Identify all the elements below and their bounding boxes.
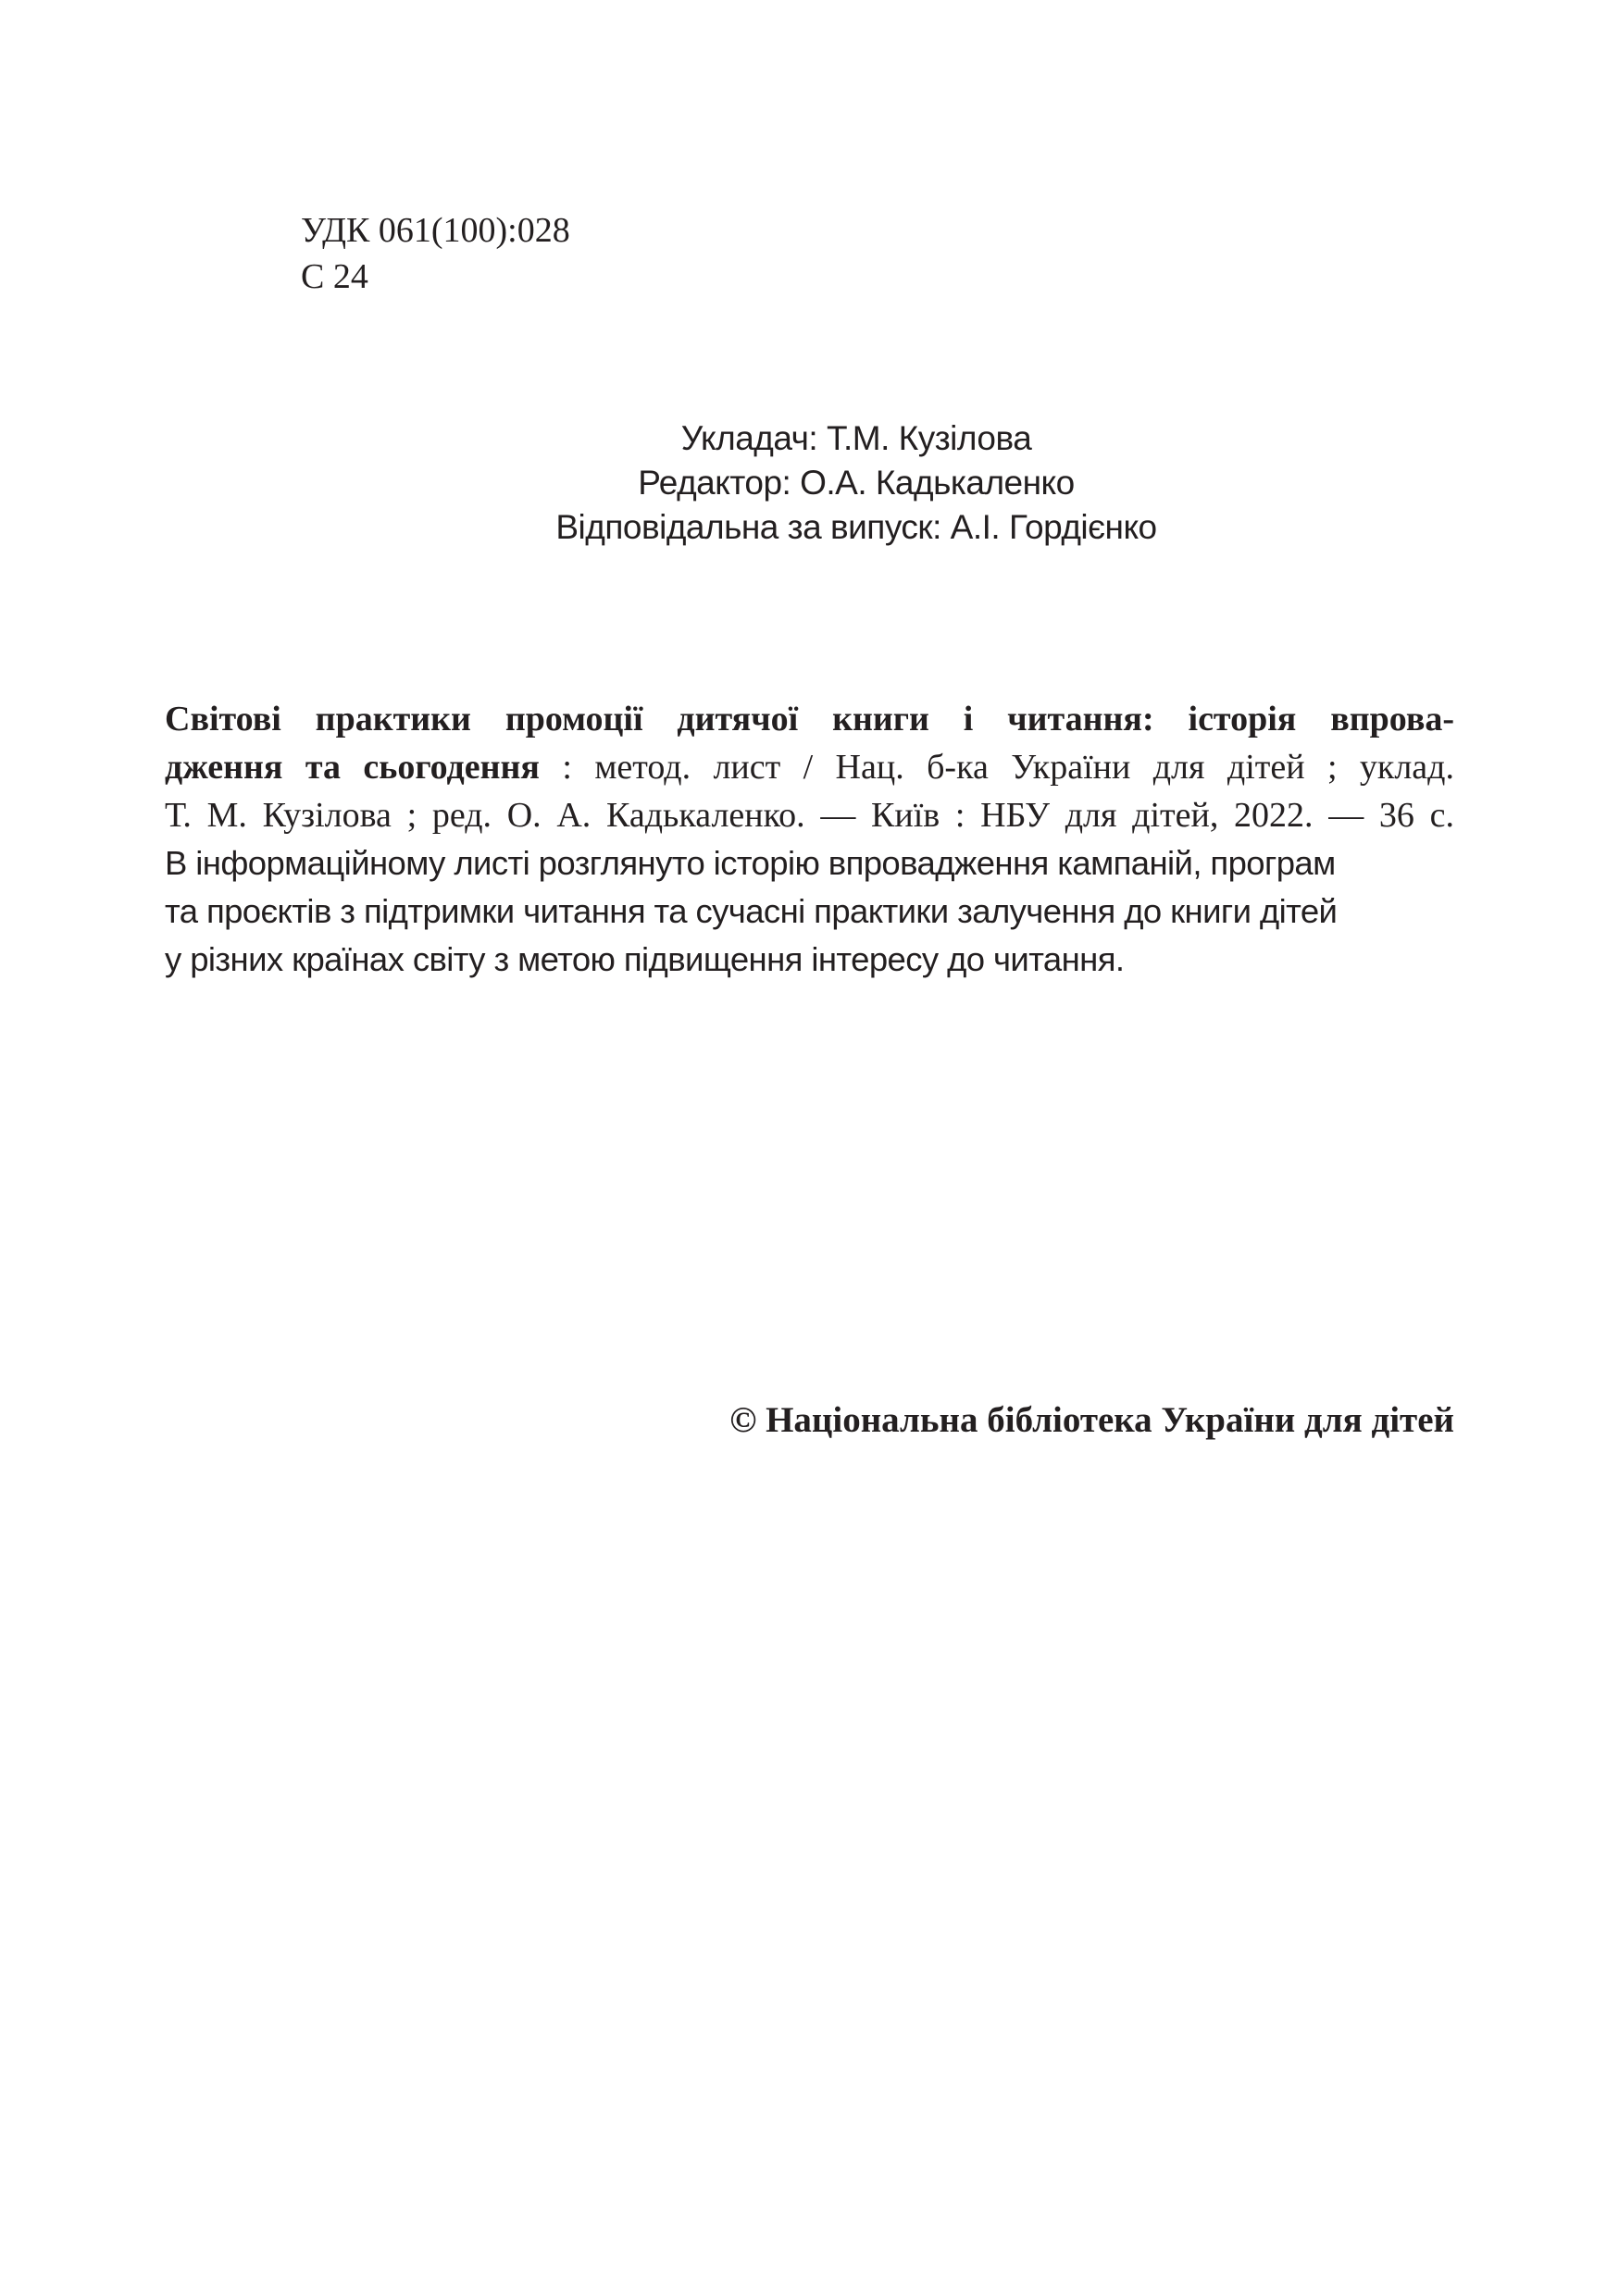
author-mark: С 24 [301,257,368,296]
responsible-credit: Відповідальна за випуск: А.І. Гордієнко [555,508,1157,546]
copyright-notice: © Національна бібліотека України для дітей [729,1400,1454,1440]
credits-block [518,416,1194,550]
editor-credit: Редактор: О.А. Кадькаленко [638,464,1075,502]
bib-title-line-1: Світові практики промоції дитячої книги і читання: історія впрова- [165,700,1454,738]
annotation-line-2: та проєктів з підтримки читання та сучасні практики залучення до книги дітей [165,892,1338,930]
annotation-line-3: у різних країнах світу з метою підвищення інтересу до читання. [165,940,1125,978]
bibliographic-record [165,695,1454,984]
bib-title-line-2: дження та сьогодення [165,748,540,787]
compiler-credit: Укладач: Т.М. Кузілова [680,419,1032,457]
bib-line-3: Т. М. Кузілова ; ред. О. А. Кадькаленко. — Київ : НБУ для дітей, 2022. — 36 с. [165,796,1454,835]
annotation-line-1: В інформаційному листі розглянуто історію впровадження кампаній, програм [165,844,1336,882]
udc-code: УДК 061(100):028 [301,211,570,250]
bib-details: : метод. лист / Нац. б-ка України для дітей ; уклад. [540,748,1455,787]
udc-block [301,207,570,300]
bib-line-2 [165,743,1454,791]
